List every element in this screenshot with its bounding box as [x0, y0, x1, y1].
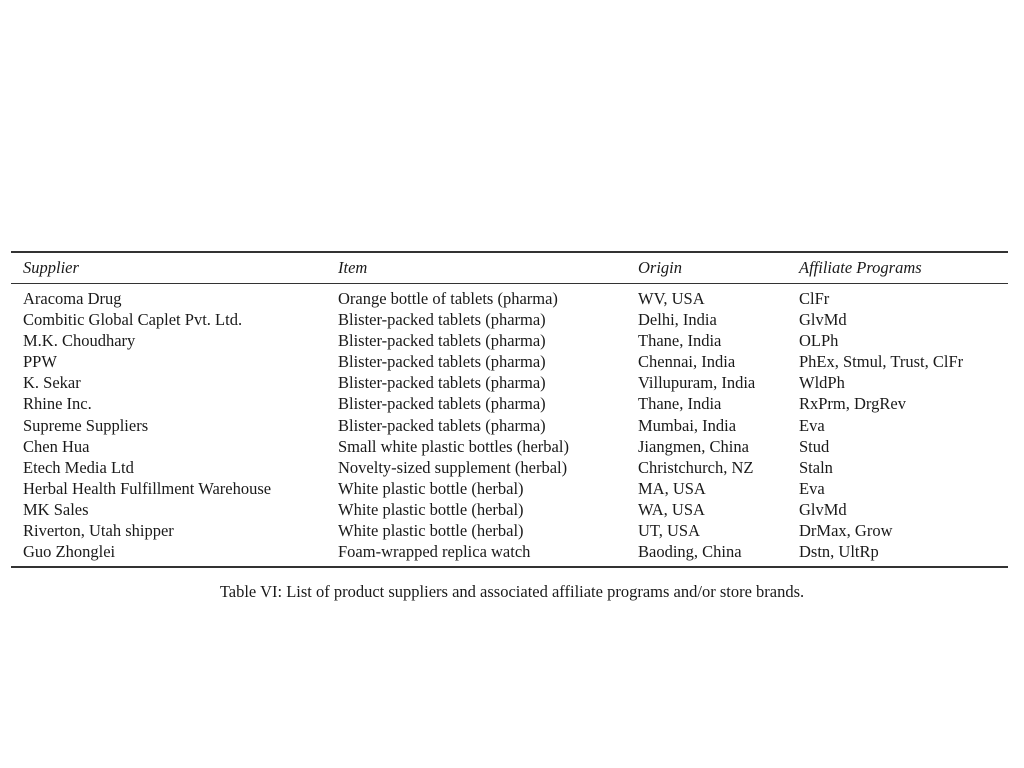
cell-origin: Thane, India — [638, 394, 722, 414]
cell-affiliate: GlvMd — [799, 499, 847, 519]
cell-affiliate: Staln — [799, 457, 833, 477]
cell-origin: Mumbai, India — [638, 415, 737, 435]
table-row — [11, 415, 1008, 436]
cell-item: White plastic bottle (herbal) — [338, 478, 524, 498]
table-row — [11, 541, 1008, 562]
table-bottom-rule — [11, 566, 1008, 568]
cell-item: Orange bottle of tablets (pharma) — [338, 289, 558, 308]
table-row — [11, 520, 1008, 541]
cell-origin: Baoding, China — [638, 542, 742, 562]
table-row — [11, 457, 1008, 478]
cell-supplier: MK Sales — [23, 499, 89, 519]
cell-origin: WA, USA — [638, 499, 705, 519]
cell-supplier: Supreme Suppliers — [23, 415, 149, 435]
cell-affiliate: GlvMd — [799, 310, 847, 330]
cell-origin: Thane, India — [638, 331, 722, 351]
cell-origin: WV, USA — [638, 289, 705, 308]
cell-item: Novelty-sized supplement (herbal) — [338, 457, 568, 477]
cell-affiliate: Eva — [799, 415, 825, 435]
cell-affiliate: ClFr — [799, 289, 830, 308]
cell-item: Blister-packed tablets (pharma) — [338, 373, 546, 393]
table-header-row — [11, 253, 1008, 283]
cell-item: White plastic bottle (herbal) — [338, 521, 524, 541]
table-row — [11, 372, 1008, 393]
table-row — [11, 330, 1008, 351]
suppliers-table-figure — [11, 251, 1008, 568]
cell-origin: Villupuram, India — [638, 373, 756, 393]
cell-affiliate: Eva — [799, 478, 825, 498]
cell-affiliate: PhEx, Stmul, Trust, ClFr — [799, 352, 964, 372]
header-supplier: Supplier — [23, 258, 79, 277]
cell-origin: MA, USA — [638, 478, 706, 498]
cell-origin: Jiangmen, China — [638, 436, 749, 456]
cell-affiliate: DrMax, Grow — [799, 521, 893, 541]
cell-origin: Chennai, India — [638, 352, 736, 372]
cell-item: Small white plastic bottles (herbal) — [338, 436, 569, 456]
cell-supplier: K. Sekar — [23, 373, 81, 393]
table-row — [11, 351, 1008, 372]
cell-supplier: Guo Zhonglei — [23, 542, 116, 562]
header-affiliate-programs: Affiliate Programs — [799, 258, 922, 277]
table-caption: Table VI: List of product suppliers and associated affiliate programs and/or store brands. — [219, 582, 805, 601]
table-row — [11, 499, 1008, 520]
cell-item: Blister-packed tablets (pharma) — [338, 415, 546, 435]
cell-origin: UT, USA — [638, 521, 701, 541]
cell-affiliate: OLPh — [799, 331, 839, 351]
cell-item: White plastic bottle (herbal) — [338, 499, 524, 519]
cell-item: Blister-packed tablets (pharma) — [338, 331, 546, 351]
header-origin: Origin — [638, 258, 683, 277]
cell-affiliate: WldPh — [799, 373, 845, 393]
cell-supplier: Rhine Inc. — [23, 394, 92, 414]
header-item: Item — [338, 258, 368, 277]
cell-supplier: Combitic Global Caplet Pvt. Ltd. — [23, 310, 243, 330]
table-row — [11, 288, 1008, 309]
cell-supplier: M.K. Choudhary — [23, 331, 136, 351]
cell-supplier: Chen Hua — [23, 436, 90, 456]
cell-item: Blister-packed tablets (pharma) — [338, 352, 546, 372]
table-row — [11, 393, 1008, 414]
suppliers-table-body — [11, 288, 1008, 562]
cell-affiliate: Stud — [799, 436, 830, 456]
cell-affiliate: RxPrm, DrgRev — [799, 394, 906, 414]
cell-supplier: Riverton, Utah shipper — [23, 521, 174, 541]
cell-item: Blister-packed tablets (pharma) — [338, 310, 546, 330]
cell-supplier: PPW — [23, 352, 57, 372]
cell-origin: Delhi, India — [638, 310, 717, 330]
cell-supplier: Herbal Health Fulfillment Warehouse — [23, 478, 272, 498]
table-row — [11, 309, 1008, 330]
cell-origin: Christchurch, NZ — [638, 457, 754, 477]
table-row — [11, 478, 1008, 499]
cell-affiliate: Dstn, UltRp — [799, 542, 879, 562]
cell-supplier: Aracoma Drug — [23, 289, 122, 308]
suppliers-table — [11, 253, 1008, 283]
cell-item: Blister-packed tablets (pharma) — [338, 394, 546, 414]
cell-item: Foam-wrapped replica watch — [338, 542, 531, 562]
cell-supplier: Etech Media Ltd — [23, 457, 134, 477]
table-row — [11, 436, 1008, 457]
